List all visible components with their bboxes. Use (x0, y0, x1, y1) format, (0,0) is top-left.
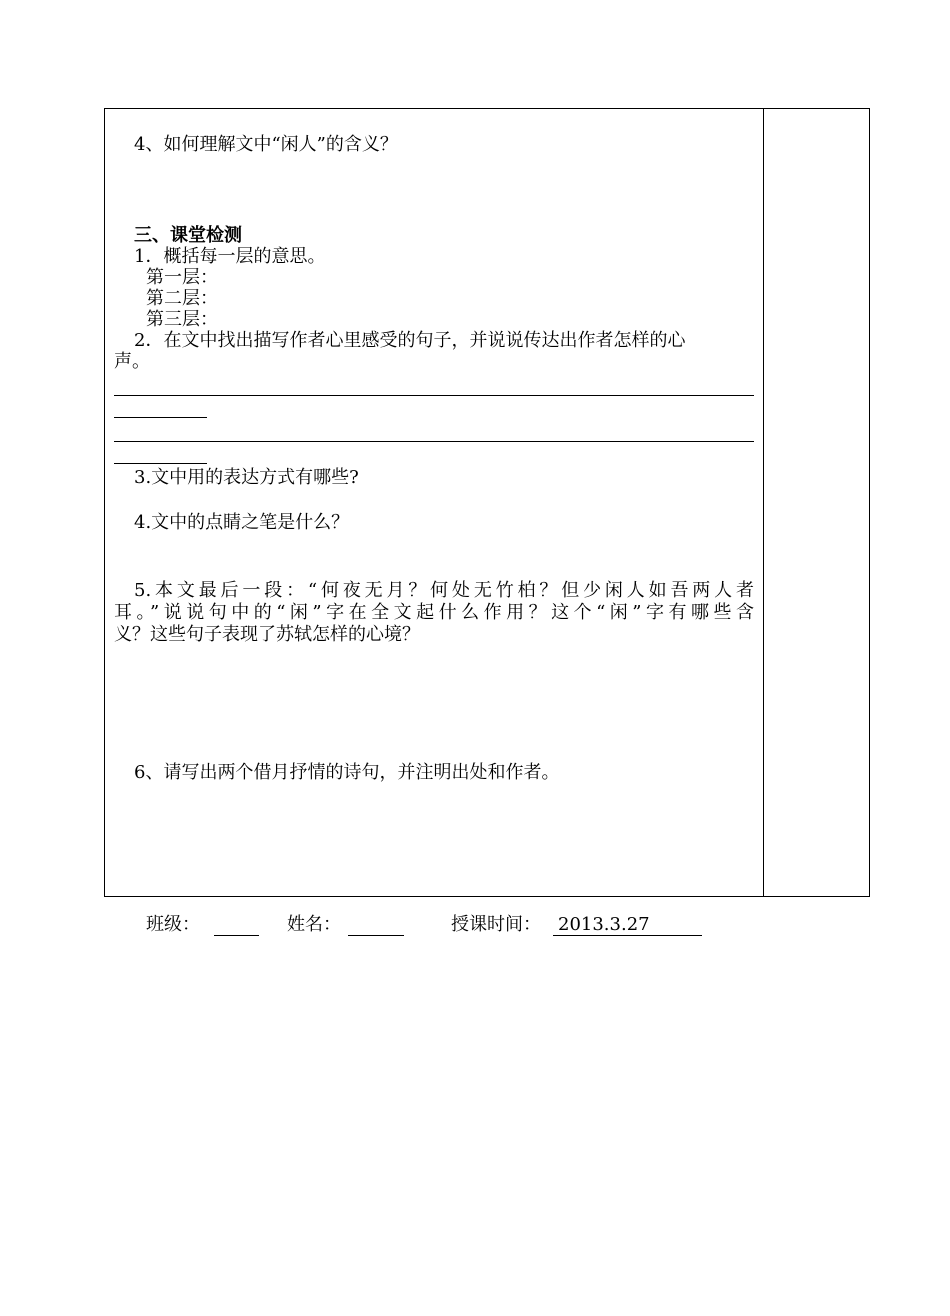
layer-3-label: 第三层： (146, 309, 218, 330)
answer-line (114, 417, 207, 418)
item-3: 3.文中用的表达方式有哪些? (134, 467, 359, 488)
item-2-line-2: 声。 (114, 351, 150, 372)
item-5-line-3: 义？这些句子表现了苏轼怎样的心境？ (114, 624, 420, 645)
column-divider (763, 109, 764, 896)
footer-info (0, 914, 950, 940)
item-4: 4.文中的点睛之笔是什么？ (134, 512, 350, 533)
item-2-line-1: 2．在文中找出描写作者心里感受的句子，并说说传达出作者怎样的心 (134, 330, 686, 351)
item-1: 1．概括每一层的意思。 (134, 246, 326, 267)
layer-2-label: 第二层： (146, 288, 218, 309)
answer-line (114, 395, 754, 396)
item-5-line-1: 5.本文最后一段：“何夜无月？何处无竹柏？但少闲人如吾两人者 (134, 580, 754, 601)
time-label: 授课时间： (451, 914, 541, 935)
item-6: 6、请写出两个借月抒情的诗句，并注明出处和作者。 (134, 762, 560, 783)
name-label: 姓名： (287, 914, 341, 935)
answer-line (114, 463, 207, 464)
class-blank (214, 935, 259, 936)
name-blank (348, 935, 404, 936)
section-title: 三、课堂检测 (134, 225, 242, 246)
layer-1-label: 第一层： (146, 267, 218, 288)
class-label: 班级： (146, 914, 200, 935)
main-cell (114, 109, 754, 896)
item-5-line-2: 耳。”说说句中的“闲”字在全文起什么作用？这个“闲”字有哪些含 (114, 602, 754, 623)
question-4-meaning: 4、如何理解文中“闲人”的含义？ (134, 134, 398, 155)
worksheet-table (104, 108, 870, 897)
answer-line (114, 441, 754, 442)
date-value: 2013.3.27 (558, 914, 650, 935)
